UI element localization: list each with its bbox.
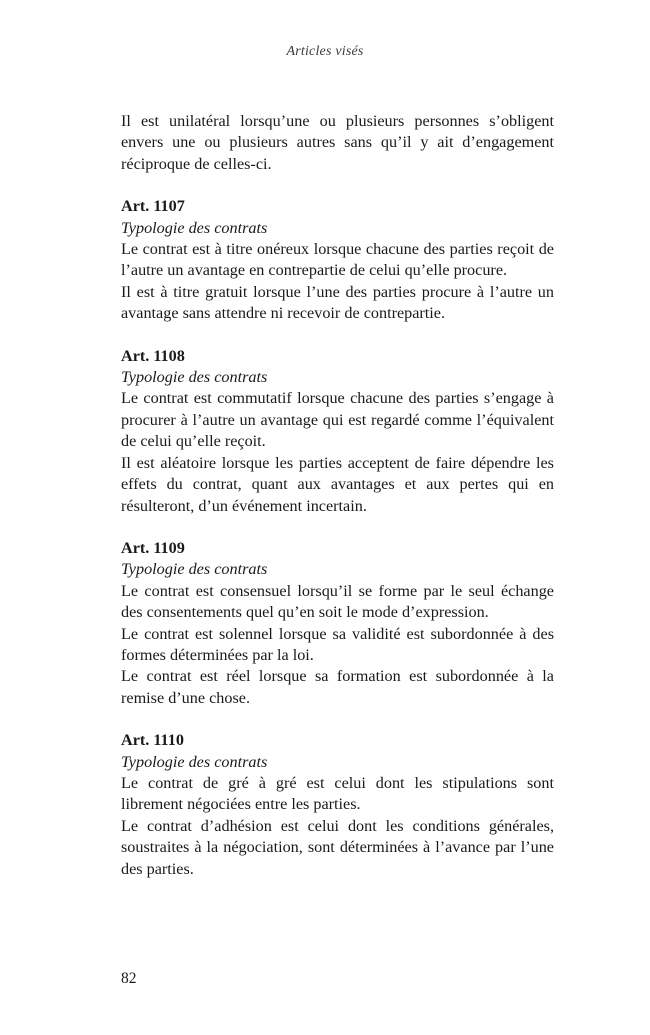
article-paragraph: Le contrat est solennel lorsque sa validité est subordonnée à des formes déterminées par la loi. [121,624,554,664]
article-paragraph: Le contrat est commutatif lorsque chacune des parties s’engage à procurer à l’autre un avantage qui est regardé comme l’équivalent de celui qu’elle reçoit. [121,389,554,451]
article-subtitle: Typologie des contrats [121,368,268,387]
page-body [121,111,554,880]
intro-paragraph: Il est unilatéral lorsqu’une ou plusieurs personnes s’obligent envers une ou plusieurs autres sans qu’il y ait d’engagement réciproque de celles-ci. [121,112,554,173]
article-1109 [121,538,554,709]
article-title: Art. 1110 [121,731,184,750]
running-header: Articles visés [286,44,364,59]
page-number: 82 [121,970,137,987]
article-paragraph: Il est à titre gratuit lorsque l’une des parties procure à l’autre un avantage sans attendre ni recevoir de contrepartie. [121,282,554,323]
article-paragraph: Le contrat de gré à gré est celui dont les stipulations sont librement négociées entre les parties. [121,773,554,814]
article-1108 [121,346,554,517]
article-paragraph: Le contrat est réel lorsque sa formation est subordonnée à la remise d’une chose. [121,667,554,707]
article-paragraph: Il est aléatoire lorsque les parties acceptent de faire dépendre les effets du contrat, quant aux avantages et aux pertes qui en résulteront, d’un événement incertain. [121,453,554,515]
article-title: Art. 1109 [121,538,185,557]
article-1110 [121,730,554,880]
article-subtitle: Typologie des contrats [121,560,268,579]
article-paragraph: Le contrat d’adhésion est celui dont les conditions générales, soustraites à la négociation, sont déterminées à l’avance par l’une des parties. [121,816,554,878]
article-subtitle: Typologie des contrats [121,752,268,771]
article-subtitle: Typologie des contrats [121,218,268,237]
article-paragraph: Le contrat est à titre onéreux lorsque chacune des parties reçoit de l’autre un avantage en contrepartie de celui qu’elle procure. [121,240,554,280]
article-title: Art. 1107 [121,197,185,216]
article-1107 [121,196,554,324]
article-paragraph: Le contrat est consensuel lorsqu’il se forme par le seul échange des consentements quel qu’en soit le mode d’expression. [121,581,554,622]
article-title: Art. 1108 [121,346,185,365]
intro-section [121,111,554,175]
